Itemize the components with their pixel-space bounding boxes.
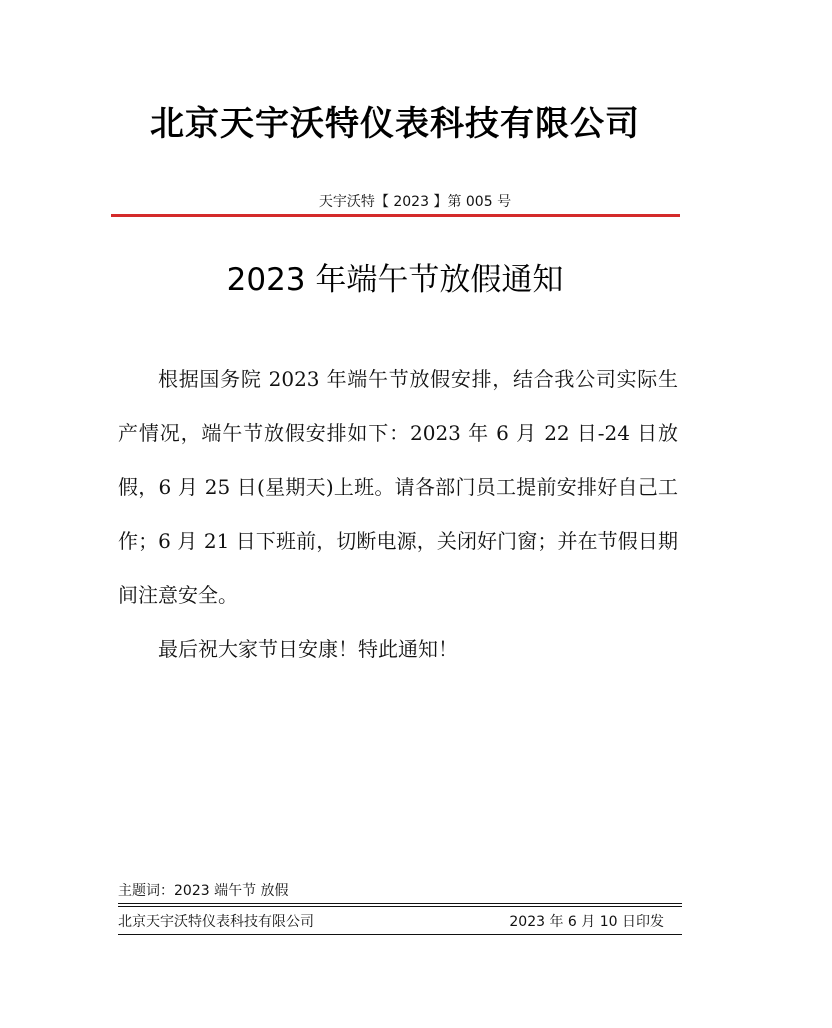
- footer-divider-top: [118, 903, 682, 904]
- company-header: 北京天宇沃特仪表科技有限公司: [150, 104, 640, 144]
- issuer-name: 北京天宇沃特仪表科技有限公司: [118, 914, 314, 930]
- red-divider: [111, 214, 680, 217]
- notice-paragraph-closing: 最后祝大家节日安康！特此通知！: [158, 637, 458, 661]
- notice-title: 2023 年端午节放假通知: [226, 262, 564, 298]
- issue-date: 2023 年 6 月 10 日印发: [509, 914, 664, 930]
- notice-body: [118, 352, 678, 676]
- footer-divider-top-double: [118, 906, 682, 907]
- subject-keywords: 主题词：2023 端午节 放假: [118, 883, 289, 899]
- notice-paragraph-main: 根据国务院 2023 年端午节放假安排，结合我公司实际生产情况，端午节放假安排如下：2023 年 6 月 22 日-24 日放假，6 月 25 日(星期天)上班。请各部门员工提前安排好自己工作；6 月 21 日下班前，切断电源，关闭好门窗；并在节假日期间注意安全。: [118, 367, 678, 607]
- document-number: 天宇沃特【 2023 】第 005 号: [318, 194, 512, 210]
- footer-divider-bottom: [118, 934, 682, 935]
